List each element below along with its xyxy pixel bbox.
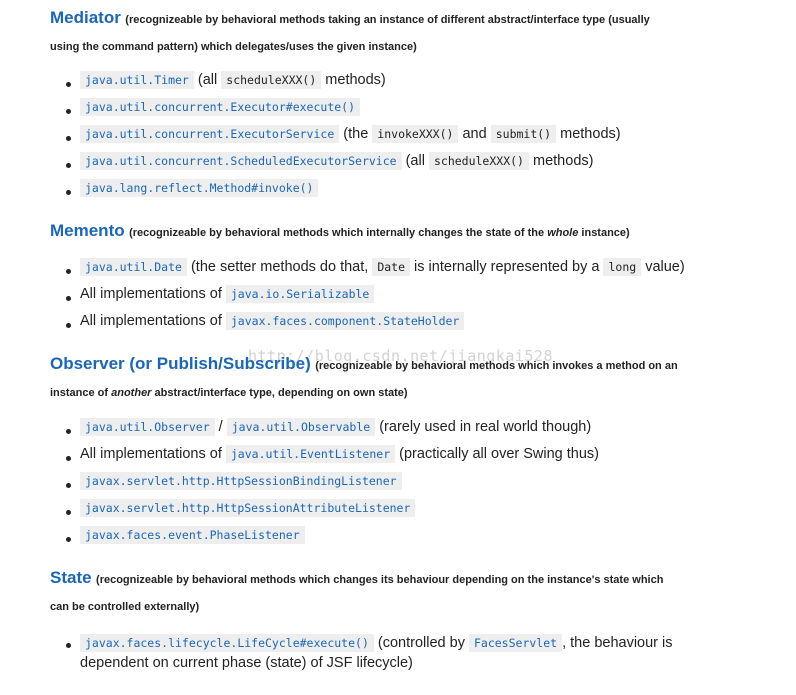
list-item xyxy=(66,259,685,286)
inline-code: scheduleXXX() xyxy=(221,71,321,89)
memento-desc-text: (recognizeable by behavioral methods which internally changes the state of the xyxy=(129,227,548,239)
item-text: (all xyxy=(401,153,429,169)
list-item xyxy=(66,473,599,500)
code-link[interactable]: java.util.Date xyxy=(80,258,187,276)
memento-title: Memento xyxy=(50,221,125,240)
memento-desc-emphasis: whole xyxy=(547,227,579,239)
code-link[interactable]: java.util.concurrent.Executor#execute() xyxy=(80,98,360,116)
code-link[interactable]: java.util.Timer xyxy=(80,71,194,89)
mediator-header xyxy=(50,7,700,61)
item-text: (controlled by xyxy=(373,635,469,651)
mediator-desc-line1: (recognizeable by behavioral methods taking an instance of different abstract/interface type (usually xyxy=(125,14,650,26)
mediator-desc-line2: using the command pattern) which delegates/uses the given instance) xyxy=(50,41,417,53)
memento-header xyxy=(50,220,700,247)
observer-header xyxy=(50,353,700,407)
item-text: value) xyxy=(641,259,685,275)
item-text: (the xyxy=(339,126,373,142)
code-link[interactable]: FacesServlet xyxy=(469,634,562,652)
observer-desc-text: abstract/interface type, depending on own state) xyxy=(151,387,408,399)
list-item xyxy=(66,500,599,527)
observer-title: Observer (or Publish/Subscribe) xyxy=(50,354,311,373)
code-link[interactable]: java.util.Observer xyxy=(80,418,215,436)
code-link[interactable]: java.util.concurrent.ExecutorService xyxy=(80,125,339,143)
code-link[interactable]: java.io.Serializable xyxy=(226,285,374,303)
item-text: (all xyxy=(193,72,222,88)
code-link[interactable]: javax.faces.component.StateHolder xyxy=(226,312,464,330)
item-text: is internally represented by a xyxy=(410,259,604,275)
item-text: methods) xyxy=(556,126,621,142)
observer-desc-line2 xyxy=(50,387,408,399)
mediator-title: Mediator xyxy=(50,8,121,27)
code-link[interactable]: java.util.Observable xyxy=(227,418,375,436)
code-link[interactable]: java.util.concurrent.ScheduledExecutorService xyxy=(80,152,402,170)
list-item xyxy=(66,313,685,340)
item-text: All implementations of xyxy=(80,446,226,462)
item-text: dependent on current phase (state) of JSF lifecycle) xyxy=(80,655,413,671)
inline-code: invokeXXX() xyxy=(372,125,458,143)
item-text: / xyxy=(214,419,227,435)
item-text: (the setter methods do that, xyxy=(186,259,373,275)
item-text: methods) xyxy=(321,72,386,88)
observer-desc-line1: (recognizeable by behavioral methods which invokes a method on an xyxy=(315,360,678,372)
memento-list xyxy=(66,259,685,340)
inline-code: long xyxy=(603,258,641,276)
list-item xyxy=(66,126,621,153)
memento-desc xyxy=(129,227,630,239)
observer-list xyxy=(66,419,599,554)
watermark: http://blog.csdn.net/jiangkai528 xyxy=(248,347,553,365)
code-link[interactable]: javax.servlet.http.HttpSessionBindingListener xyxy=(80,472,402,490)
code-link[interactable]: java.util.EventListener xyxy=(226,445,395,463)
mediator-list xyxy=(66,72,621,207)
state-list xyxy=(66,633,673,673)
code-link[interactable]: java.lang.reflect.Method#invoke() xyxy=(80,179,318,197)
inline-code: submit() xyxy=(491,125,556,143)
list-item xyxy=(66,633,673,673)
state-desc-line1: (recognizeable by behavioral methods which changes its behaviour depending on the instance's state which xyxy=(96,574,664,586)
item-text: All implementations of xyxy=(80,286,226,302)
item-text: , the behaviour is xyxy=(562,635,673,651)
list-item xyxy=(66,153,621,180)
code-link[interactable]: javax.faces.lifecycle.LifeCycle#execute() xyxy=(80,634,374,652)
inline-code: scheduleXXX() xyxy=(429,152,529,170)
item-text: methods) xyxy=(528,153,594,169)
list-item xyxy=(66,419,599,446)
state-title: State xyxy=(50,568,92,587)
inline-code: Date xyxy=(372,258,410,276)
list-item xyxy=(66,180,621,207)
item-text: and xyxy=(458,126,491,142)
list-item xyxy=(66,99,621,126)
code-link[interactable]: javax.faces.event.PhaseListener xyxy=(80,526,305,544)
item-text: (practically all over Swing thus) xyxy=(395,446,600,462)
memento-desc-text: instance) xyxy=(578,227,630,239)
item-text: (rarely used in real world though) xyxy=(375,419,592,435)
code-link[interactable]: javax.servlet.http.HttpSessionAttributeListener xyxy=(80,499,415,517)
item-text: All implementations of xyxy=(80,313,226,329)
list-item xyxy=(66,446,599,473)
observer-desc-text: instance of xyxy=(50,387,112,399)
list-item xyxy=(66,527,599,554)
list-item xyxy=(66,72,621,99)
state-header xyxy=(50,567,700,621)
list-item xyxy=(66,286,685,313)
observer-desc-emphasis: another xyxy=(111,387,152,399)
state-desc-line2: can be controlled externally) xyxy=(50,601,200,613)
